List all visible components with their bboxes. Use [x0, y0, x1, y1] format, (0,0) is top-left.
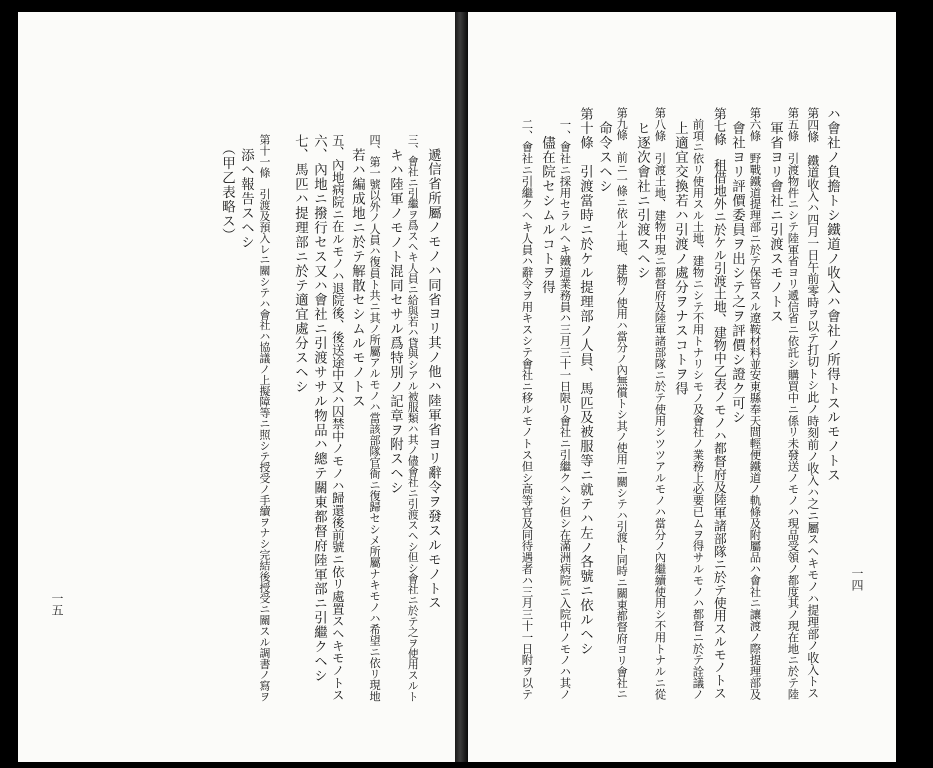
text-line: 第六條 野戰鐵道提理部ニ於テ保管スル遼鞍材料並安東縣奉天間輕便鐵道ノ軌條及附屬品ハ會社ニ讓渡ノ際提理部及 [748, 107, 763, 700]
text-line: 第七條 租借地外ニ於ケル引渡土地、建物中乙表ノモノハ都督府及陸軍諸部隊ニ於テ使用スルモノトス [710, 107, 726, 700]
text-line: 第十條 引渡當時ニ於ケル提理部ノ人員、馬匹及被服等ニ就テハ左ノ各號ニ依ルヘシ [577, 107, 593, 657]
text-line: 第五條 引渡物件ニシテ陸軍省ヨリ遞信省ニ依託シ購買中ニ係リ未發送ノモノハ現品受領ノ都度其ノ現在地ニ於テ陸 [786, 107, 801, 700]
text-line: 軍省ヨリ會社ニ引渡スモノトス [767, 107, 783, 324]
text-line: （甲乙表略ス） [219, 134, 235, 243]
text-line: 儘在院セシムルコトヲ得 [539, 107, 555, 295]
text-line: 六、內地ニ撥行セス又ハ會社ニ引渡ササル物品ハ總テ關東都督府陸軍部ニ引繼クヘシ [311, 134, 327, 684]
text-line: 第四條 鐵道收入ハ四月一日午前零時ヲ以テ打切トシ此ノ時刻前ノ收入ハ之ニ屬スヘキモノハ提理部ノ收入トス [805, 107, 820, 699]
text-line: キハ陸軍ノモノト混同セサル爲特別ノ記章ヲ附スヘシ [387, 134, 403, 496]
text-line: 第九條 前ニ一條ニ依ル土地、建物ノ使用ハ當分ノ內無償トシ其ノ使用ニ關シテハ引渡ト同時ニ關東都督府ヨリ會社ニ [615, 107, 629, 700]
text-line: 添ヘ報告スヘシ [238, 134, 254, 250]
text-line: 一、會社ニ採用セラルヘキ鐵道業務員ハ三月三十一日限リ會社ニ引繼クヘシ但シ在滿洲病院ニ入院中ノモノハ其ノ [558, 107, 573, 700]
left-page-number: 一五 [50, 592, 64, 616]
text-line: 第十一條 引渡及預入レニ關シテハ會社ハ協議ノ上擬障等ニ照シテ授受ノ手續ヲナシ完結後授受ニ關スル調書ノ寫ヲ [257, 134, 271, 702]
text-line: 遞信省所屬ノモノハ同省ヨリ其ノ他ハ陸軍省ヨリ辭令ヲ發スルモノトス [425, 148, 441, 611]
text-line: 若ハ編成地ニ於テ解散セシムルモノトス [349, 134, 365, 409]
right-page-number: 一四 [850, 567, 864, 591]
text-line: 二、會社ニ引繼クヘキ人員ハ辭令ヲ用キスシテ會社ニ移ルモノトス但シ高等官及同待遇者ハ三月三十一日附ヲ以テ [520, 107, 535, 700]
text-line: ヒ逐次會社ニ引渡スヘシ [634, 107, 650, 281]
text-line: 五、內地病院ニ在ルモノハ退院後、後送途中又ハ囚禁中ノモノハ歸還後前號ニ依リ處置スヘキモノトス [330, 134, 345, 702]
text-line: 三、會社ニ引繼ヲ爲スヘキ人員ニ給與若ハ貸與シアル被服類ハ其ノ儘會社ニ引渡スヘシ但シ會社ニ於テ之ヲ使用スルト [406, 134, 420, 702]
text-line: 會社ヨリ評價委員ヲ出シテ之ヲ評價シ證ク可シ [729, 107, 745, 425]
text-line: ハ會社ノ負擔トシ鐵道ノ收入ハ會社ノ所得トスルモノトス [824, 107, 840, 483]
text-line: 命令スヘシ [596, 107, 612, 194]
book-gutter [455, 12, 468, 762]
text-line: 第八條 引渡土地、建物中現ニ都督府及陸軍諸部隊ニ於テ使用シツツアルモノハ當分ノ內繼續使用シ不用トナルニ從 [653, 107, 668, 700]
text-line: 上適宜交換若ハ引渡ノ處分ヲナスコトヲ得 [672, 107, 688, 396]
left-page [18, 12, 455, 762]
text-line: 七、馬匹ハ提理部ニ於テ適宜處分スヘシ [292, 134, 308, 395]
text-line: 四、第一號以外ノ人員ハ復員ト共ニ其ノ所屬アルモノハ當該部隊官衙ニ復歸セシメ所屬ナキモノハ希望ニ依リ現地 [368, 134, 382, 702]
right-page [468, 12, 896, 762]
text-line: 前項ニ依リ使用スル土地、建物ニシテ不用トナリシモノ及會社ノ業務上必要已ムヲ得サルモノハ都督ニ於テ詮議ノ [691, 107, 706, 700]
